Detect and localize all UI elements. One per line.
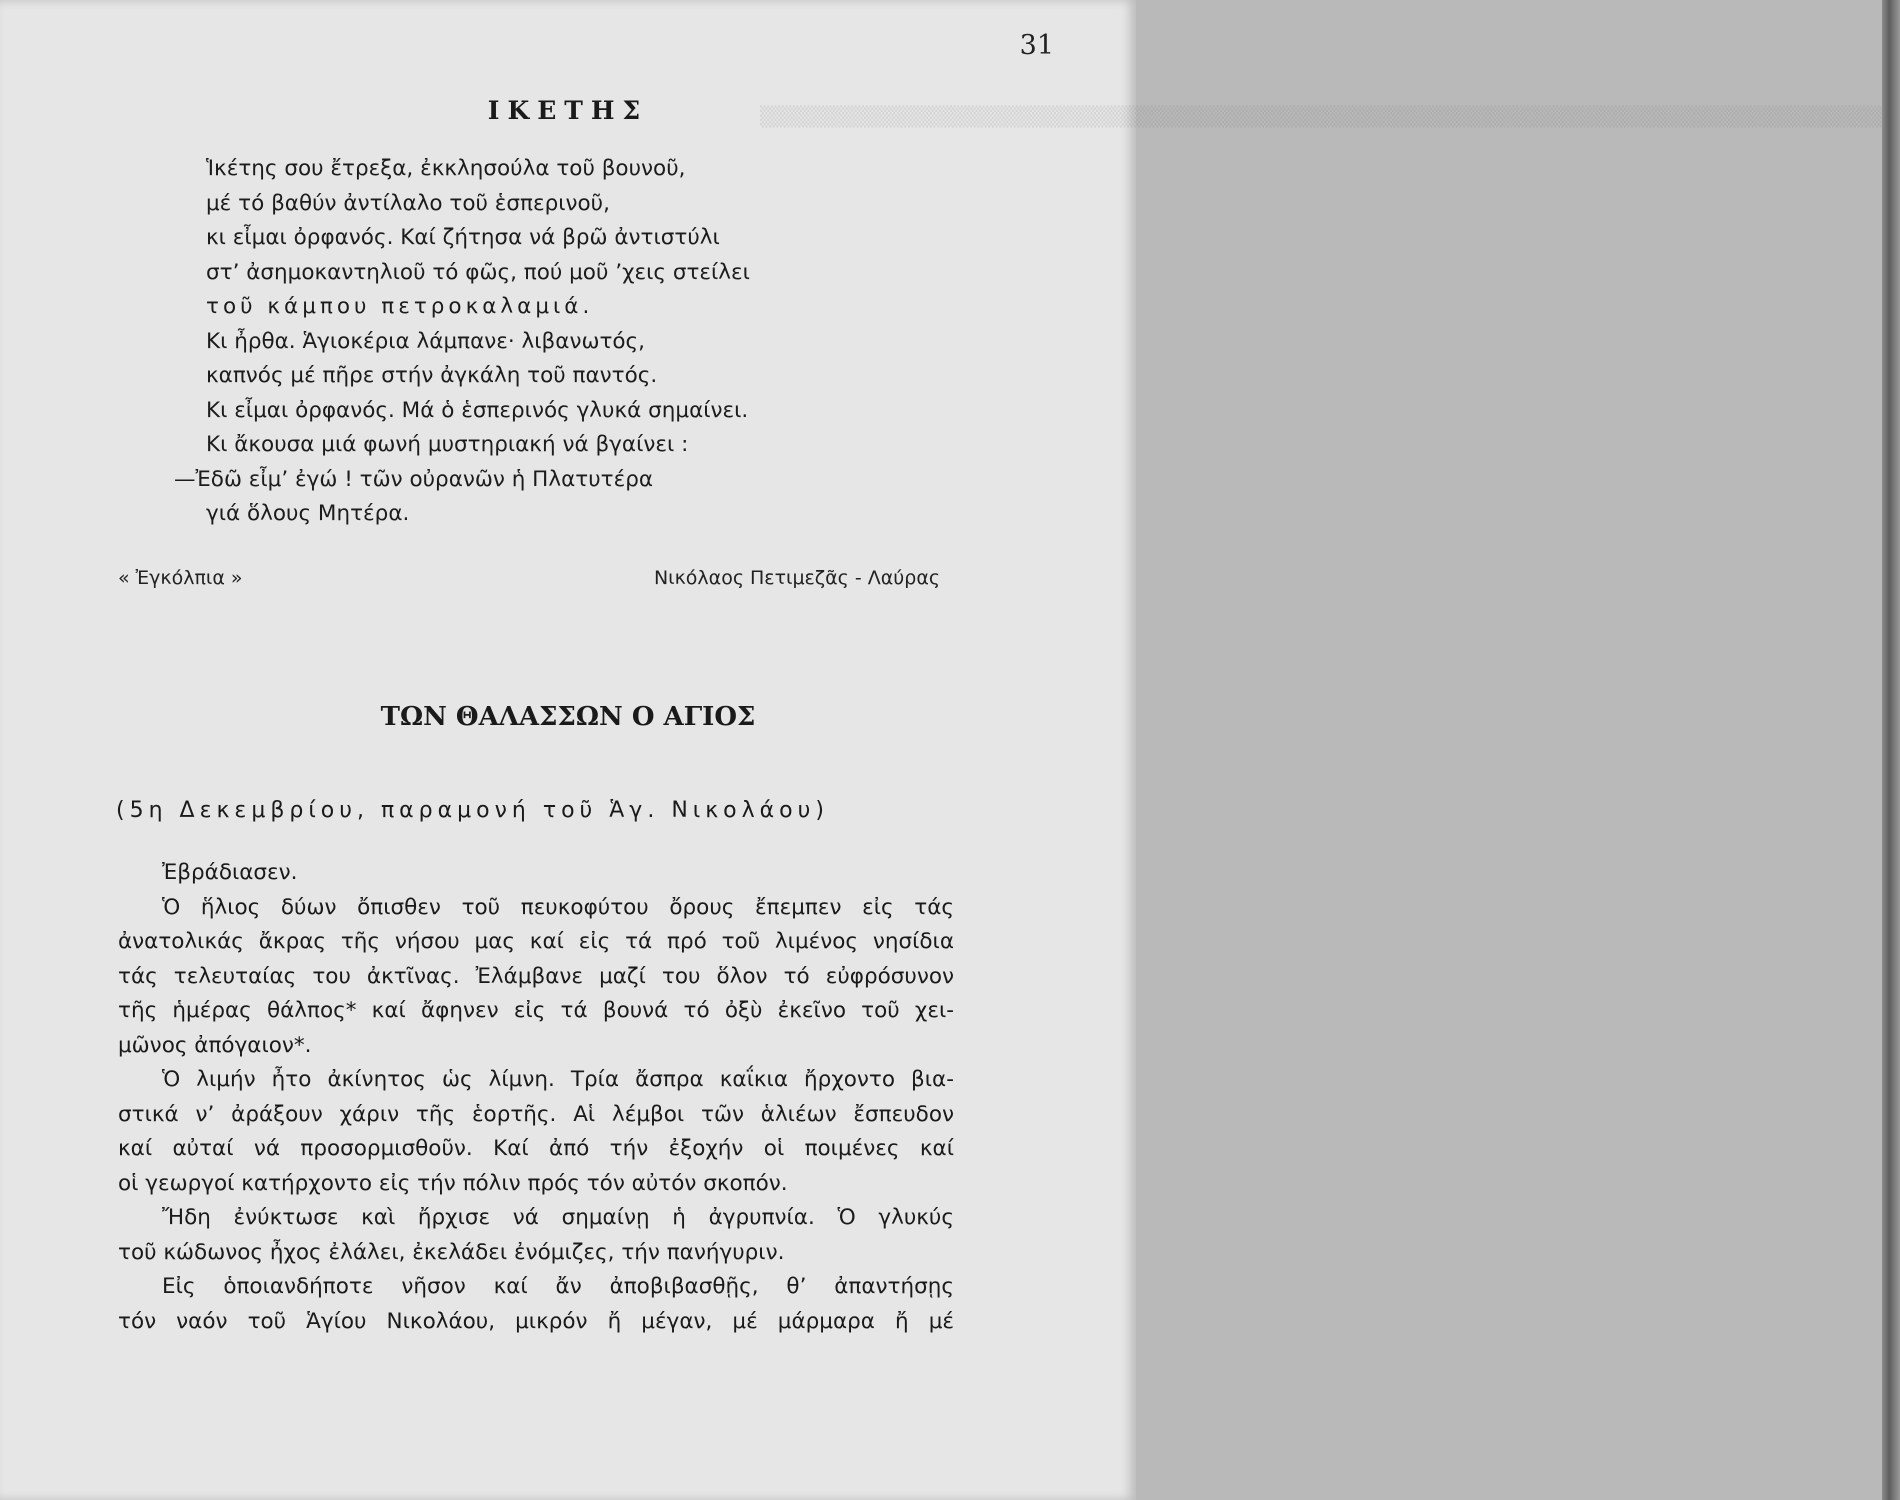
page-edge [1882, 0, 1900, 1500]
poem-line: —Ἐδῶ εἶμ’ ἐγώ ! τῶν οὐρανῶν ἡ Πλατυτέρα [174, 466, 654, 492]
paragraph-line: Ἐβράδιασεν. [162, 860, 298, 885]
paragraph-line: στικά ν’ ἀράξουν χάριν τῆς ἑορτῆς. Αἱ λέμβοι τῶν ἁλιέων ἔσπευδον [118, 1101, 954, 1127]
paragraph-line: οἱ γεωργοί κατήρχοντο εἰς τήν πόλιν πρός τόν αὐτόν σκοπόν. [118, 1170, 788, 1196]
poem-line: μέ τό βαθύν ἀντίλαλο τοῦ ἑσπερινοῦ, [206, 190, 610, 216]
paragraph-line: Εἰς ὁποιανδήποτε νῆσον καί ἄν ἀποβιβασθῇς, θ’ ἀπαντήσῃς [162, 1274, 954, 1299]
paragraph-line: Ὁ ἥλιος δύων ὄπισθεν τοῦ πευκοφύτου ὄρους ἔπεμπεν εἰς τάς [162, 894, 954, 920]
poem-line: τοῦ κάμπου πετροκαλαμιά. [206, 294, 594, 319]
paragraph-line: Ὁ λιμήν ἦτο ἀκίνητος ὡς λίμνη. Τρία ἄσπρα καΐκια ἤρχοντο βια- [162, 1067, 954, 1092]
poem-title: ΙΚΕΤΗΣ [487, 96, 649, 125]
page-number: 31 [1019, 30, 1054, 61]
poem-line: Ἱκέτης σου ἔτρεξα, ἐκκλησούλα τοῦ βουνοῦ, [206, 156, 686, 181]
poem-author: Νικόλαος Πετιμεζᾶς - Λαύρας [653, 567, 940, 589]
poem-source: « Ἐγκόλπια » [118, 567, 243, 589]
paragraph-line: τῆς ἡμέρας θάλπος* καί ἄφηνεν εἰς τά βουνά τό ὀξὺ ἐκεῖνο τοῦ χει- [118, 998, 954, 1023]
bleed-through-texture: ▒▒▒▒▒▒▒▒▒▒▒▒▒▒▒▒▒▒▒▒▒▒▒▒▒▒▒▒▒▒▒▒▒▒▒▒▒▒▒▒▒▒▒▒▒▒▒▒▒▒▒▒▒▒▒▒▒▒▒▒▒▒▒▒▒▒▒▒▒▒▒▒▒▒▒▒▒▒ [760, 106, 1900, 128]
poem-line: στ’ ἀσημοκαντηλιοῦ τό φῶς, πού μοῦ ’χεις στείλει [206, 259, 750, 285]
poem-body [174, 152, 750, 532]
paragraph-line: τόν ναόν τοῦ Ἁγίου Νικολάου, μικρόν ἤ μέγαν, μέ μάρμαρα ἤ μέ [118, 1308, 954, 1334]
paragraph-line: καί αὐταί νά προσορμισθοῦν. Καί ἀπό τήν ἐξοχήν οἱ ποιμένες καί [118, 1136, 954, 1161]
poem-line: κι εἶμαι ὀρφανός. Καί ζήτησα νά βρῶ ἀντιστύλι [206, 225, 720, 250]
story-body [118, 856, 954, 1339]
paragraph-line: τάς τελευταίας του ἀκτῖνας. Ἐλάμβανε μαζί του ὅλον τό εὐφρόσυνον [118, 963, 954, 989]
poem-line: καπνός μέ πῆρε στήν ἀγκάλη τοῦ παντός. [206, 363, 658, 388]
story-subtitle: (5η Δεκεμβρίου, παραμονή τοῦ Ἁγ. Νικολάου) [116, 798, 829, 823]
paragraph-line: ἀνατολικάς ἄκρας τῆς νήσου μας καί εἰς τά πρό τοῦ λιμένος νησίδια [118, 929, 954, 954]
paragraph-line: μῶνος ἀπόγαιον*. [118, 1032, 312, 1058]
paragraph-line: τοῦ κώδωνος ἦχος ἐλάλει, ἐκελάδει ἐνόμιζες, τήν πανήγυριν. [118, 1239, 785, 1265]
paragraph-line: Ἤδη ἐνύκτωσε καὶ ἤρχισε νά σημαίνῃ ἡ ἀγρυπνία. Ὁ γλυκύς [162, 1205, 954, 1230]
story-title: ΤΩΝ ΘΑΛΑΣΣΩΝ Ο ΑΓΙΟΣ [380, 702, 756, 732]
poem-line: γιά ὅλους Μητέρα. [206, 501, 410, 526]
poem-line: Κι ἦρθα. Ἁγιοκέρια λάμπανε· λιβανωτός, [206, 328, 646, 354]
poem-line: Κι εἶμαι ὀρφανός. Μά ὁ ἑσπερινός γλυκά σημαίνει. [206, 397, 749, 423]
poem-line: Κι ἄκουσα μιά φωνή μυστηριακή νά βγαίνει : [206, 432, 689, 457]
